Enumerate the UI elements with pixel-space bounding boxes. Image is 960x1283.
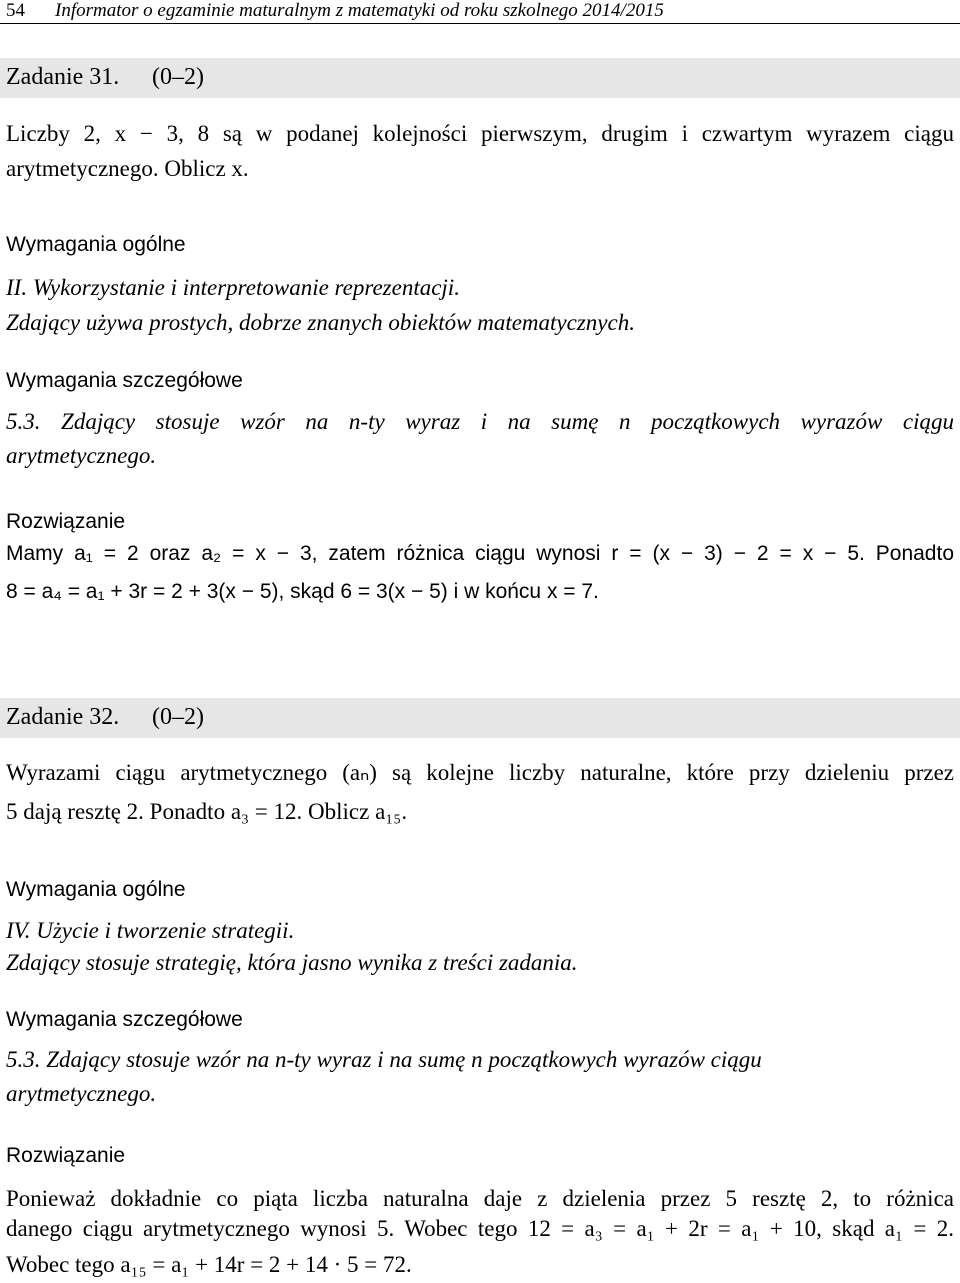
header-rule (0, 23, 960, 24)
task31-general-heading: Wymagania ogólne (6, 233, 186, 256)
task31-detailed-line2: arytmetycznego. (6, 443, 157, 468)
task31-detailed-line1: 5.3. Zdający stosuje wzór na n-ty wyraz i na sumę n początkowych wyrazów ciągu (6, 409, 954, 434)
task32-title-band (0, 698, 960, 738)
task31-detailed-heading: Wymagania szczegółowe (6, 369, 243, 392)
page-number: 54 (6, 0, 25, 21)
task31-statement-line2: arytmetycznego. Oblicz x. (6, 156, 249, 181)
task32-solution-heading: Rozwiązanie (6, 1144, 126, 1167)
task31-solution-heading: Rozwiązanie (6, 510, 126, 533)
task31-points: (0–2) (152, 64, 204, 90)
task32-detailed-heading: Wymagania szczegółowe (6, 1008, 243, 1031)
task32-statement-line2: 5 dają resztę 2. Ponadto a₃ = 12. Oblicz a₁₅. (6, 799, 408, 824)
task32-general-line2: Zdający stosuje strategię, która jasno wynika z treści zadania. (6, 950, 578, 975)
task32-solution-line1: Ponieważ dokładnie co piąta liczba naturalna daje z dzielenia przez 5 resztę 2, to różnica (6, 1186, 954, 1211)
task32-detailed-line2: arytmetycznego. (6, 1081, 157, 1106)
task32-general-line1: IV. Użycie i tworzenie strategii. (6, 918, 295, 943)
task32-general-heading: Wymagania ogólne (6, 878, 186, 901)
task32-points: (0–2) (152, 704, 204, 730)
task32-detailed-line1: 5.3. Zdający stosuje wzór na n-ty wyraz i na sumę n początkowych wyrazów ciągu (6, 1047, 762, 1072)
task32-title: Zadanie 32. (6, 704, 120, 730)
header-title: Informator o egzaminie maturalnym z matematyki od roku szkolnego 2014/2015 (55, 0, 664, 21)
page-header (6, 0, 664, 24)
task31-general-line2: Zdający używa prostych, dobrze znanych obiektów matematycznych. (6, 310, 635, 335)
task31-solution-line1: Mamy a₁ = 2 oraz a₂ = x − 3, zatem różnica ciągu wynosi r = (x − 3) − 2 = x − 5. Ponadto (6, 542, 954, 565)
task31-title-band (0, 58, 960, 98)
task31-title: Zadanie 31. (6, 64, 120, 90)
task31-statement-line1: Liczby 2, x − 3, 8 są w podanej kolejności pierwszym, drugim i czwartym wyrazem ciągu (6, 121, 954, 146)
task31-general-line1: II. Wykorzystanie i interpretowanie reprezentacji. (6, 275, 460, 300)
task32-solution-line2: danego ciągu arytmetycznego wynosi 5. Wobec tego 12 = a₃ = a₁ + 2r = a₁ + 10, skąd a₁ = 2. (6, 1216, 954, 1241)
task32-statement-line1: Wyrazami ciągu arytmetycznego (aₙ) są kolejne liczby naturalne, które przy dzieleniu przez (6, 760, 954, 785)
task32-solution-line3: Wobec tego a₁₅ = a₁ + 14r = 2 + 14 · 5 = 72. (6, 1252, 412, 1277)
task31-solution-line2: 8 = a₄ = a₁ + 3r = 2 + 3(x − 5), skąd 6 = 3(x − 5) i w końcu x = 7. (6, 580, 599, 603)
